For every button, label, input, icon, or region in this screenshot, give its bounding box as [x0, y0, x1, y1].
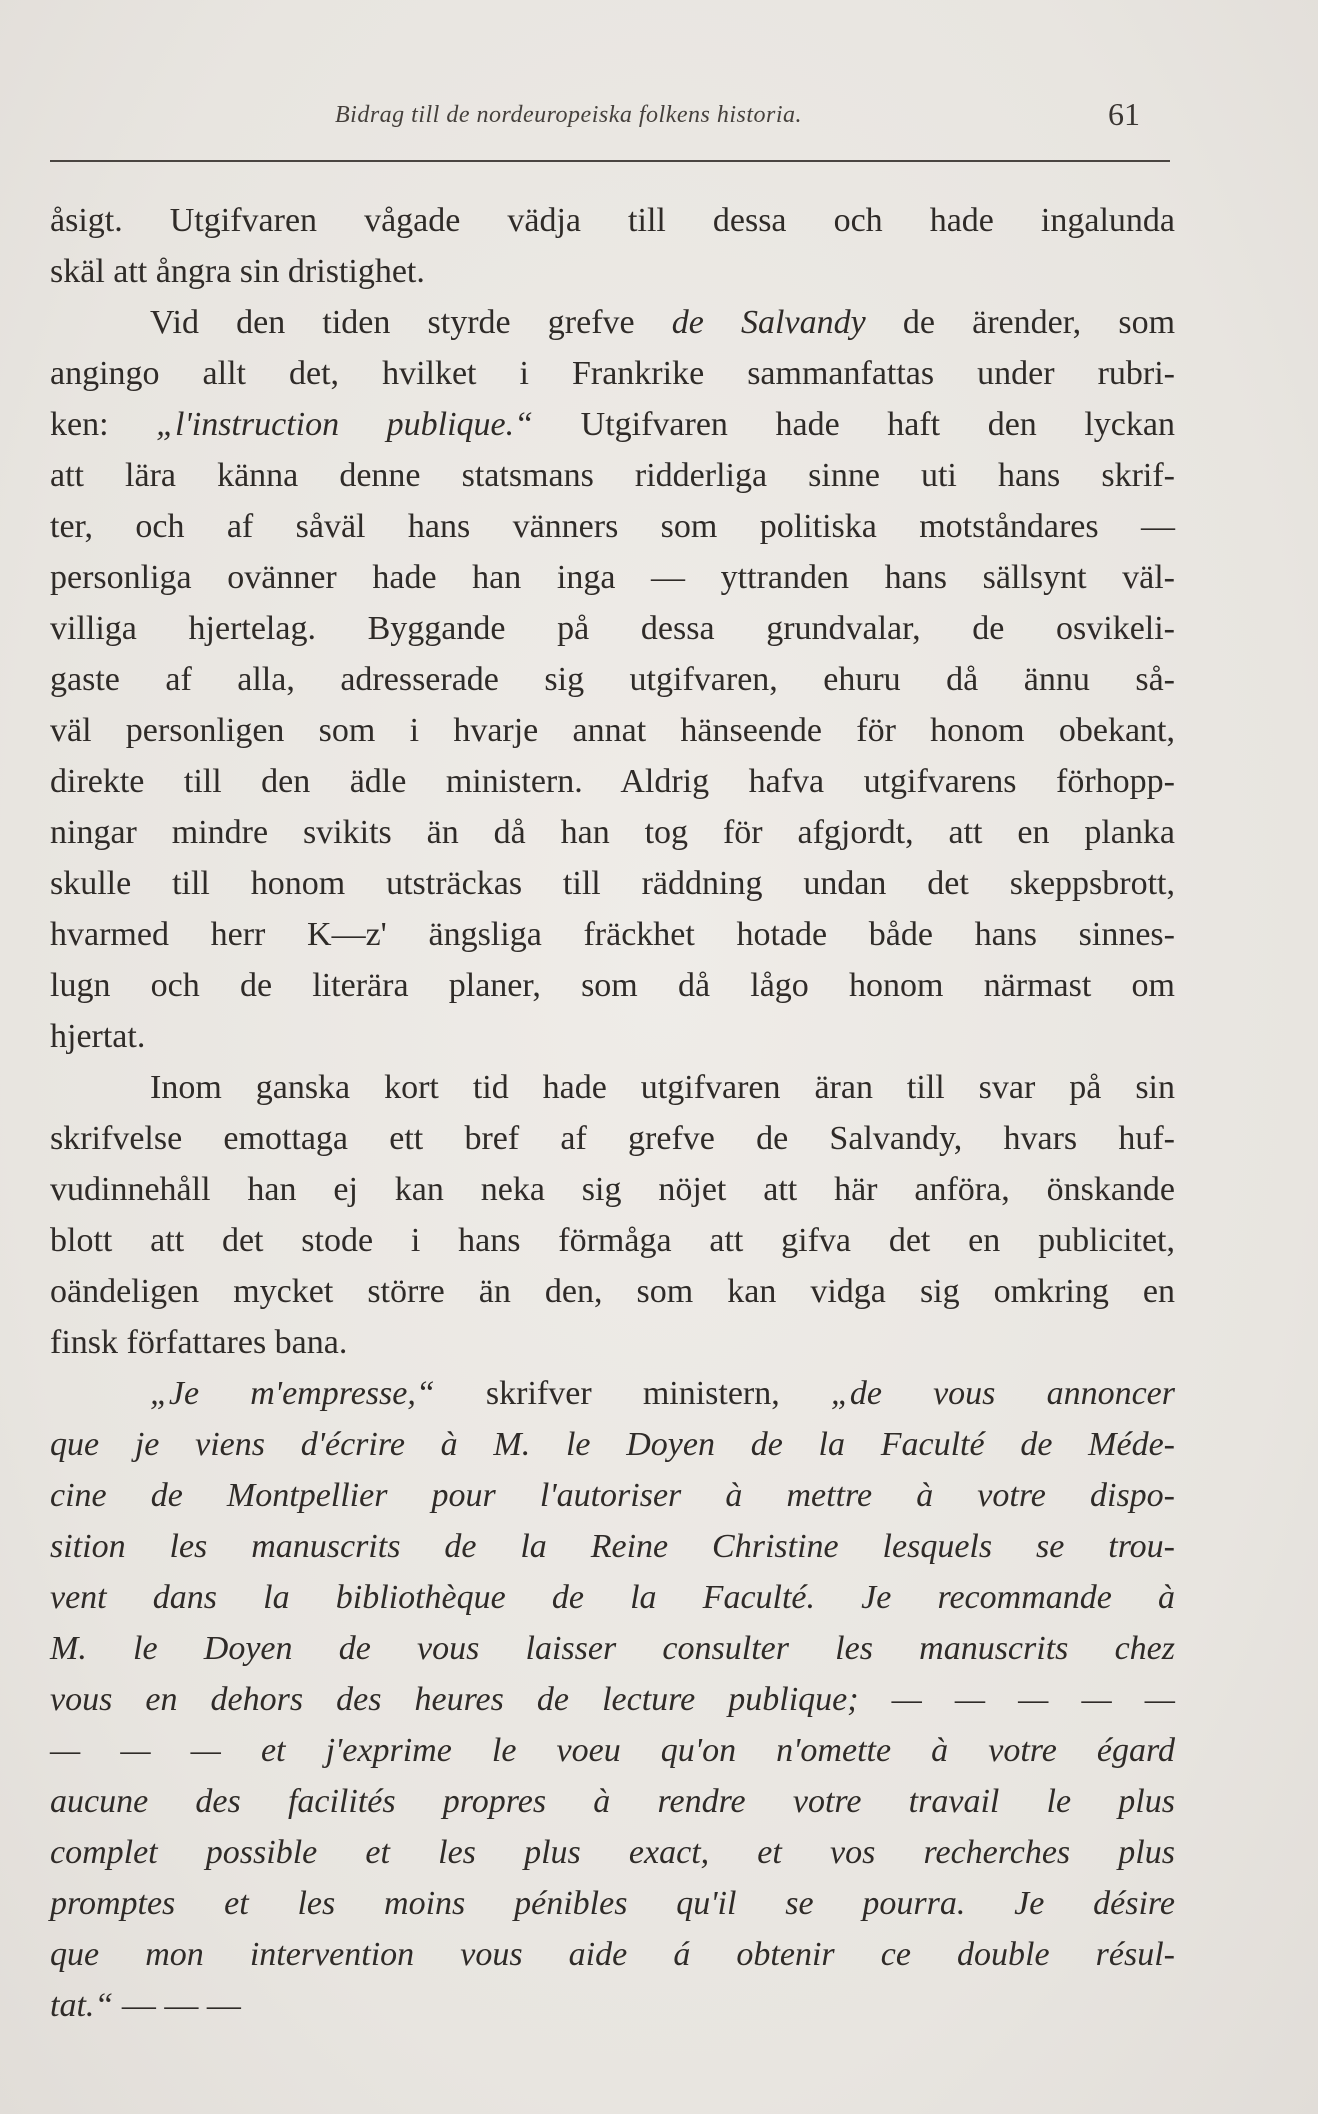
italic-text-segment: „de vous annoncer: [830, 1375, 1175, 1412]
text-line: [50, 603, 1175, 654]
page-header: [50, 92, 1170, 142]
italic-text-segment: cine de Montpellier pour l'autoriser à mettre à votre dispo-: [50, 1477, 1175, 1514]
text-line: [50, 654, 1175, 705]
text-line: [50, 1011, 1175, 1062]
text-segment: finsk författares bana.: [50, 1324, 348, 1361]
text-line: [50, 1470, 1175, 1521]
text-segment: angingo allt det, hvilket i Frankrike sammanfattas under rubri-: [50, 355, 1175, 392]
text-segment: ningar mindre svikits än då han tog för afgjordt, att en planka: [50, 814, 1175, 851]
text-line: [50, 348, 1175, 399]
text-segment: oändeligen mycket större än den, som kan vidga sig omkring en: [50, 1273, 1175, 1310]
text-line: [50, 1164, 1175, 1215]
italic-text-segment: aucune des facilités propres à rendre votre travail le plus: [50, 1783, 1175, 1820]
text-segment: åsigt. Utgifvaren vågade vädja till dessa och hade ingalunda: [50, 202, 1175, 239]
text-segment: skäl att ångra sin dristighet.: [50, 253, 425, 290]
text-line: [50, 399, 1175, 450]
text-line: [50, 960, 1175, 1011]
text-segment: skrifver ministern,: [434, 1375, 831, 1412]
italic-text-segment: de Salvandy: [671, 304, 866, 341]
italic-text-segment: vent dans la bibliothèque de la Faculté. Je recommande à: [50, 1579, 1175, 1616]
italic-text-segment: complet possible et les plus exact, et vos recherches plus: [50, 1834, 1175, 1871]
text-segment: villiga hjertelag. Byggande på dessa grundvalar, de osvikeli-: [50, 610, 1175, 647]
text-line: [50, 1062, 1175, 1113]
text-segment: Vid den tiden styrde grefve: [150, 304, 672, 341]
text-segment: gaste af alla, adresserade sig utgifvaren, ehuru då ännu så-: [50, 661, 1175, 698]
header-rule: [50, 160, 1170, 162]
text-line: [50, 501, 1175, 552]
text-line: [50, 705, 1175, 756]
text-segment: skulle till honom utsträckas till räddning undan det skeppsbrott,: [50, 865, 1175, 902]
text-line: [50, 1725, 1175, 1776]
text-line: [50, 1368, 1175, 1419]
text-segment: de ärender, som: [865, 304, 1176, 341]
text-line: [50, 1317, 1175, 1368]
text-segment: personliga ovänner hade han inga — yttranden hans sällsynt väl-: [50, 559, 1175, 596]
text-segment: hvarmed herr K—z' ängsliga fräckhet hotade både hans sinnes-: [50, 916, 1175, 953]
text-line: [50, 858, 1175, 909]
italic-text-segment: M. le Doyen de vous laisser consulter les manuscrits chez: [50, 1630, 1175, 1667]
text-line: [50, 1929, 1175, 1980]
text-segment: skrifvelse emottaga ett bref af grefve de Salvandy, hvars huf-: [50, 1120, 1175, 1157]
text-segment: Utgifvaren hade haft den lyckan: [533, 406, 1175, 443]
italic-text-segment: sition les manuscrits de la Reine Christine lesquels se trou-: [50, 1528, 1175, 1565]
text-line: [50, 1980, 1175, 2031]
text-line: [50, 1572, 1175, 1623]
text-segment: blott att det stode i hans förmåga att gifva det en publicitet,: [50, 1222, 1175, 1259]
italic-text-segment: — — — et j'exprime le voeu qu'on n'omette à votre égard: [50, 1732, 1175, 1769]
text-segment: ken:: [50, 406, 157, 443]
page-number: 61: [1108, 96, 1140, 132]
text-segment: — — —: [113, 1987, 241, 2024]
text-line: [50, 1215, 1175, 1266]
text-segment: väl personligen som i hvarje annat hänseende för honom obekant,: [50, 712, 1175, 749]
text-line: [50, 909, 1175, 960]
running-head: Bidrag till de nordeuropeiska folkens historia.: [335, 102, 803, 128]
text-line: [50, 1623, 1175, 1674]
italic-text-segment: vous en dehors des heures de lecture publique; — — — — —: [50, 1681, 1175, 1718]
text-segment: Inom ganska kort tid hade utgifvaren äran till svar på sin: [150, 1069, 1175, 1106]
text-line: [50, 246, 1175, 297]
text-segment: ter, och af såväl hans vänners som politiska motståndares —: [50, 508, 1175, 545]
text-segment: direkte till den ädle ministern. Aldrig hafva utgifvarens förhopp-: [50, 763, 1175, 800]
body-text: [50, 195, 1175, 2031]
text-segment: att lära känna denne statsmans ridderliga sinne uti hans skrif-: [50, 457, 1175, 494]
text-line: [50, 1827, 1175, 1878]
italic-text-segment: promptes et les moins pénibles qu'il se pourra. Je désire: [50, 1885, 1175, 1922]
text-segment: lugn och de literära planer, som då lågo honom närmast om: [50, 967, 1175, 1004]
italic-text-segment: tat.“: [50, 1987, 114, 2024]
italic-text-segment: que mon intervention vous aide á obtenir ce double résul-: [50, 1936, 1175, 1973]
text-line: [50, 297, 1175, 348]
text-line: [50, 450, 1175, 501]
text-line: [50, 756, 1175, 807]
text-line: [50, 1521, 1175, 1572]
italic-text-segment: „l'instruction publique.“: [156, 406, 534, 443]
text-line: [50, 1776, 1175, 1827]
text-line: [50, 1113, 1175, 1164]
text-line: [50, 552, 1175, 603]
text-line: [50, 1266, 1175, 1317]
text-line: [50, 1419, 1175, 1470]
text-line: [50, 1674, 1175, 1725]
text-line: [50, 195, 1175, 246]
italic-text-segment: que je viens d'écrire à M. le Doyen de la Faculté de Méde-: [50, 1426, 1175, 1463]
text-segment: vudinnehåll han ej kan neka sig nöjet att här anföra, önskande: [50, 1171, 1175, 1208]
text-line: [50, 1878, 1175, 1929]
text-segment: hjertat.: [50, 1018, 146, 1055]
italic-text-segment: „Je m'empresse,“: [150, 1375, 435, 1412]
text-line: [50, 807, 1175, 858]
